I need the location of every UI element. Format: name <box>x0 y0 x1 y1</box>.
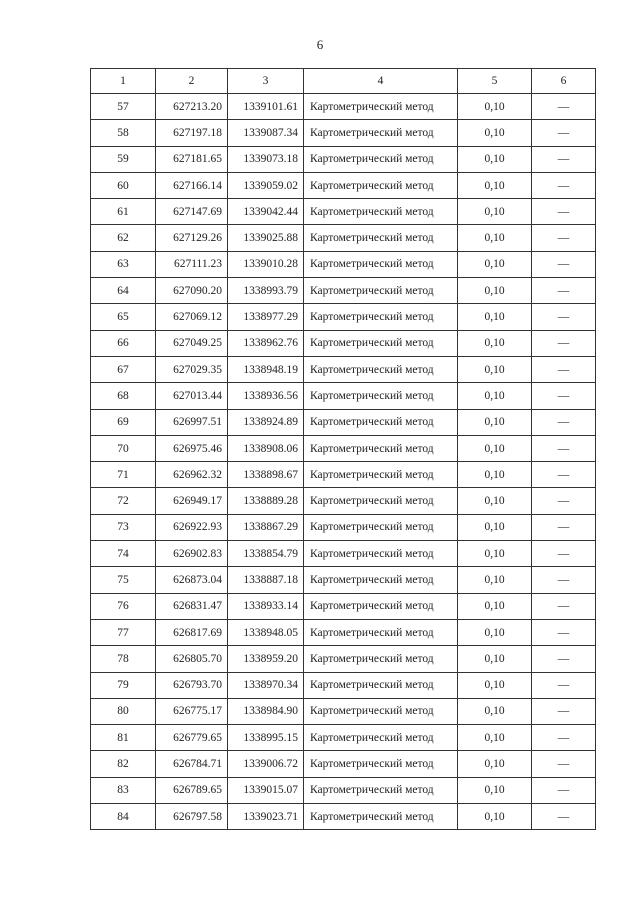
table-row <box>91 383 596 409</box>
note-cell: — <box>532 646 596 672</box>
note-cell: — <box>532 94 596 120</box>
note-cell: — <box>532 725 596 751</box>
method-cell: Картометрический метод <box>304 698 458 724</box>
accuracy-cell: 0,10 <box>458 462 532 488</box>
method-cell: Картометрический метод <box>304 672 458 698</box>
x-coordinate-cell: 627181.65 <box>156 146 228 172</box>
method-cell: Картометрический метод <box>304 356 458 382</box>
y-coordinate-cell: 1339025.88 <box>228 225 304 251</box>
point-number-cell: 64 <box>91 278 156 304</box>
note-cell: — <box>532 514 596 540</box>
x-coordinate-cell: 626902.83 <box>156 541 228 567</box>
y-coordinate-cell: 1338854.79 <box>228 541 304 567</box>
accuracy-cell: 0,10 <box>458 514 532 540</box>
x-coordinate-cell: 627147.69 <box>156 199 228 225</box>
column-header: 3 <box>228 69 304 94</box>
accuracy-cell: 0,10 <box>458 304 532 330</box>
method-cell: Картометрический метод <box>304 514 458 540</box>
note-cell: — <box>532 330 596 356</box>
accuracy-cell: 0,10 <box>458 330 532 356</box>
method-cell: Картометрический метод <box>304 488 458 514</box>
table-row <box>91 330 596 356</box>
accuracy-cell: 0,10 <box>458 199 532 225</box>
accuracy-cell: 0,10 <box>458 383 532 409</box>
note-cell: — <box>532 435 596 461</box>
column-header: 4 <box>304 69 458 94</box>
method-cell: Картометрический метод <box>304 120 458 146</box>
column-header: 1 <box>91 69 156 94</box>
table-row <box>91 777 596 803</box>
accuracy-cell: 0,10 <box>458 488 532 514</box>
y-coordinate-cell: 1339087.34 <box>228 120 304 146</box>
x-coordinate-cell: 626831.47 <box>156 593 228 619</box>
table-row <box>91 804 596 830</box>
table-row <box>91 435 596 461</box>
y-coordinate-cell: 1338898.67 <box>228 462 304 488</box>
note-cell: — <box>532 593 596 619</box>
method-cell: Картометрический метод <box>304 567 458 593</box>
y-coordinate-cell: 1338889.28 <box>228 488 304 514</box>
point-number-cell: 70 <box>91 435 156 461</box>
accuracy-cell: 0,10 <box>458 435 532 461</box>
accuracy-cell: 0,10 <box>458 593 532 619</box>
method-cell: Картометрический метод <box>304 278 458 304</box>
note-cell: — <box>532 619 596 645</box>
x-coordinate-cell: 626805.70 <box>156 646 228 672</box>
table-row <box>91 251 596 277</box>
table-row <box>91 672 596 698</box>
x-coordinate-cell: 626789.65 <box>156 777 228 803</box>
note-cell: — <box>532 383 596 409</box>
table-row <box>91 225 596 251</box>
note-cell: — <box>532 698 596 724</box>
point-number-cell: 68 <box>91 383 156 409</box>
x-coordinate-cell: 626817.69 <box>156 619 228 645</box>
accuracy-cell: 0,10 <box>458 619 532 645</box>
x-coordinate-cell: 626962.32 <box>156 462 228 488</box>
note-cell: — <box>532 804 596 830</box>
accuracy-cell: 0,10 <box>458 725 532 751</box>
note-cell: — <box>532 777 596 803</box>
x-coordinate-cell: 626793.70 <box>156 672 228 698</box>
note-cell: — <box>532 567 596 593</box>
x-coordinate-cell: 626797.58 <box>156 804 228 830</box>
point-number-cell: 84 <box>91 804 156 830</box>
y-coordinate-cell: 1338936.56 <box>228 383 304 409</box>
table-row <box>91 356 596 382</box>
y-coordinate-cell: 1338933.14 <box>228 593 304 619</box>
x-coordinate-cell: 627129.26 <box>156 225 228 251</box>
y-coordinate-cell: 1338970.34 <box>228 672 304 698</box>
note-cell: — <box>532 304 596 330</box>
x-coordinate-cell: 627213.20 <box>156 94 228 120</box>
method-cell: Картометрический метод <box>304 330 458 356</box>
table-row <box>91 304 596 330</box>
point-number-cell: 81 <box>91 725 156 751</box>
y-coordinate-cell: 1338908.06 <box>228 435 304 461</box>
note-cell: — <box>532 488 596 514</box>
table-row <box>91 462 596 488</box>
table-row <box>91 619 596 645</box>
table-row <box>91 120 596 146</box>
method-cell: Картометрический метод <box>304 751 458 777</box>
column-header: 2 <box>156 69 228 94</box>
point-number-cell: 77 <box>91 619 156 645</box>
point-number-cell: 67 <box>91 356 156 382</box>
point-number-cell: 80 <box>91 698 156 724</box>
table-row <box>91 278 596 304</box>
y-coordinate-cell: 1338924.89 <box>228 409 304 435</box>
accuracy-cell: 0,10 <box>458 698 532 724</box>
method-cell: Картометрический метод <box>304 462 458 488</box>
table-row <box>91 725 596 751</box>
note-cell: — <box>532 356 596 382</box>
accuracy-cell: 0,10 <box>458 567 532 593</box>
y-coordinate-cell: 1338887.18 <box>228 567 304 593</box>
method-cell: Картометрический метод <box>304 251 458 277</box>
y-coordinate-cell: 1339010.28 <box>228 251 304 277</box>
table-row <box>91 567 596 593</box>
accuracy-cell: 0,10 <box>458 541 532 567</box>
method-cell: Картометрический метод <box>304 619 458 645</box>
point-number-cell: 62 <box>91 225 156 251</box>
y-coordinate-cell: 1338962.76 <box>228 330 304 356</box>
y-coordinate-cell: 1339042.44 <box>228 199 304 225</box>
table-body <box>91 94 596 830</box>
coordinates-table <box>90 68 596 830</box>
method-cell: Картометрический метод <box>304 146 458 172</box>
accuracy-cell: 0,10 <box>458 672 532 698</box>
accuracy-cell: 0,10 <box>458 804 532 830</box>
y-coordinate-cell: 1338977.29 <box>228 304 304 330</box>
table-row <box>91 514 596 540</box>
y-coordinate-cell: 1339015.07 <box>228 777 304 803</box>
note-cell: — <box>532 278 596 304</box>
table-row <box>91 199 596 225</box>
method-cell: Картометрический метод <box>304 804 458 830</box>
x-coordinate-cell: 627013.44 <box>156 383 228 409</box>
x-coordinate-cell: 627049.25 <box>156 330 228 356</box>
accuracy-cell: 0,10 <box>458 172 532 198</box>
x-coordinate-cell: 626922.93 <box>156 514 228 540</box>
note-cell: — <box>532 225 596 251</box>
x-coordinate-cell: 627029.35 <box>156 356 228 382</box>
x-coordinate-cell: 627090.20 <box>156 278 228 304</box>
table-row <box>91 541 596 567</box>
accuracy-cell: 0,10 <box>458 278 532 304</box>
table-row <box>91 146 596 172</box>
y-coordinate-cell: 1338993.79 <box>228 278 304 304</box>
point-number-cell: 82 <box>91 751 156 777</box>
method-cell: Картометрический метод <box>304 435 458 461</box>
point-number-cell: 57 <box>91 94 156 120</box>
table-row <box>91 94 596 120</box>
point-number-cell: 69 <box>91 409 156 435</box>
y-coordinate-cell: 1338948.19 <box>228 356 304 382</box>
point-number-cell: 63 <box>91 251 156 277</box>
point-number-cell: 75 <box>91 567 156 593</box>
table-row <box>91 172 596 198</box>
table-row <box>91 409 596 435</box>
accuracy-cell: 0,10 <box>458 146 532 172</box>
y-coordinate-cell: 1338984.90 <box>228 698 304 724</box>
accuracy-cell: 0,10 <box>458 356 532 382</box>
point-number-cell: 73 <box>91 514 156 540</box>
note-cell: — <box>532 251 596 277</box>
note-cell: — <box>532 751 596 777</box>
point-number-cell: 60 <box>91 172 156 198</box>
x-coordinate-cell: 626779.65 <box>156 725 228 751</box>
accuracy-cell: 0,10 <box>458 409 532 435</box>
x-coordinate-cell: 627197.18 <box>156 120 228 146</box>
point-number-cell: 59 <box>91 146 156 172</box>
table-row <box>91 488 596 514</box>
x-coordinate-cell: 626784.71 <box>156 751 228 777</box>
accuracy-cell: 0,10 <box>458 251 532 277</box>
accuracy-cell: 0,10 <box>458 94 532 120</box>
y-coordinate-cell: 1339006.72 <box>228 751 304 777</box>
page-number: 6 <box>316 37 324 52</box>
y-coordinate-cell: 1338959.20 <box>228 646 304 672</box>
point-number-cell: 65 <box>91 304 156 330</box>
note-cell: — <box>532 672 596 698</box>
y-coordinate-cell: 1338948.05 <box>228 619 304 645</box>
table-row <box>91 751 596 777</box>
x-coordinate-cell: 627166.14 <box>156 172 228 198</box>
accuracy-cell: 0,10 <box>458 777 532 803</box>
method-cell: Картометрический метод <box>304 304 458 330</box>
method-cell: Картометрический метод <box>304 383 458 409</box>
note-cell: — <box>532 541 596 567</box>
note-cell: — <box>532 146 596 172</box>
accuracy-cell: 0,10 <box>458 120 532 146</box>
method-cell: Картометрический метод <box>304 646 458 672</box>
method-cell: Картометрический метод <box>304 593 458 619</box>
x-coordinate-cell: 627069.12 <box>156 304 228 330</box>
note-cell: — <box>532 199 596 225</box>
x-coordinate-cell: 626997.51 <box>156 409 228 435</box>
table-header-row <box>91 69 596 94</box>
note-cell: — <box>532 462 596 488</box>
y-coordinate-cell: 1339073.18 <box>228 146 304 172</box>
method-cell: Картометрический метод <box>304 199 458 225</box>
y-coordinate-cell: 1338867.29 <box>228 514 304 540</box>
note-cell: — <box>532 120 596 146</box>
column-header: 6 <box>532 69 596 94</box>
point-number-cell: 76 <box>91 593 156 619</box>
method-cell: Картометрический метод <box>304 777 458 803</box>
y-coordinate-cell: 1338995.15 <box>228 725 304 751</box>
accuracy-cell: 0,10 <box>458 751 532 777</box>
column-header: 5 <box>458 69 532 94</box>
y-coordinate-cell: 1339023.71 <box>228 804 304 830</box>
method-cell: Картометрический метод <box>304 172 458 198</box>
method-cell: Картометрический метод <box>304 409 458 435</box>
point-number-cell: 79 <box>91 672 156 698</box>
point-number-cell: 83 <box>91 777 156 803</box>
y-coordinate-cell: 1339059.02 <box>228 172 304 198</box>
point-number-cell: 58 <box>91 120 156 146</box>
point-number-cell: 66 <box>91 330 156 356</box>
accuracy-cell: 0,10 <box>458 646 532 672</box>
y-coordinate-cell: 1339101.61 <box>228 94 304 120</box>
method-cell: Картометрический метод <box>304 225 458 251</box>
note-cell: — <box>532 172 596 198</box>
point-number-cell: 61 <box>91 199 156 225</box>
x-coordinate-cell: 626873.04 <box>156 567 228 593</box>
x-coordinate-cell: 626949.17 <box>156 488 228 514</box>
method-cell: Картометрический метод <box>304 94 458 120</box>
point-number-cell: 72 <box>91 488 156 514</box>
note-cell: — <box>532 409 596 435</box>
x-coordinate-cell: 626775.17 <box>156 698 228 724</box>
table-row <box>91 593 596 619</box>
point-number-cell: 78 <box>91 646 156 672</box>
table-row <box>91 698 596 724</box>
method-cell: Картометрический метод <box>304 725 458 751</box>
method-cell: Картометрический метод <box>304 541 458 567</box>
accuracy-cell: 0,10 <box>458 225 532 251</box>
x-coordinate-cell: 626975.46 <box>156 435 228 461</box>
point-number-cell: 74 <box>91 541 156 567</box>
x-coordinate-cell: 627111.23 <box>156 251 228 277</box>
point-number-cell: 71 <box>91 462 156 488</box>
table-row <box>91 646 596 672</box>
